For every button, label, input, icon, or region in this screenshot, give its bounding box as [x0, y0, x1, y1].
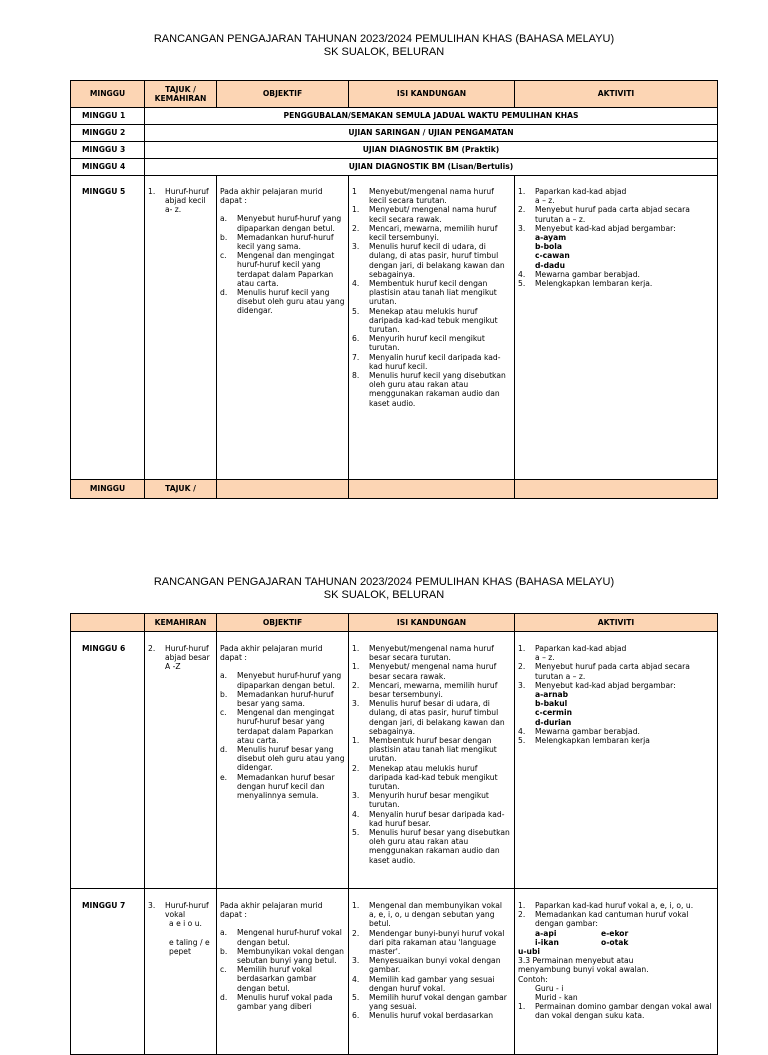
item-text: Menyebut kad-kad abjad bergambar: — [535, 223, 676, 233]
topic-cell — [145, 632, 217, 889]
list-item — [352, 307, 511, 335]
item-number: a. — [220, 671, 228, 681]
item-number: 7. — [352, 352, 360, 362]
item-text: Menulis huruf besar di udara, di dulang, di atas pasir, huruf timbul dengan jari, di belakang kawan dan sebagainya. — [369, 699, 505, 736]
topic-text: Huruf-huruf vokal — [165, 901, 209, 920]
week-label: MINGGU 6 — [71, 632, 145, 889]
row-text: UJIAN DIAGNOSTIK BM (Praktik) — [145, 142, 718, 159]
table-row — [71, 142, 718, 159]
table-header-row — [71, 614, 718, 632]
topic-text: Huruf-huruf abjad kecil a- z. — [165, 187, 209, 215]
topic-text: Huruf-huruf abjad besar A -Z — [165, 644, 210, 672]
list-item — [220, 928, 345, 946]
item-number — [518, 718, 535, 727]
list-item — [518, 261, 714, 270]
item-text: Melengkapkan lembaran kerja. — [535, 279, 653, 289]
item-number: b. — [220, 946, 228, 956]
list-item — [518, 205, 714, 223]
item-number — [518, 242, 535, 251]
list-item — [220, 233, 345, 251]
item-number — [518, 699, 535, 708]
item-number: d. — [220, 288, 228, 298]
item-number: 4. — [352, 809, 360, 819]
item-number: 2. — [352, 928, 360, 938]
header-isi: ISI KANDUNGAN — [349, 614, 515, 632]
title-line-2: SK SUALOK, BELURAN — [323, 45, 445, 58]
item-number: 1 — [352, 187, 357, 196]
activity-list — [518, 187, 714, 288]
item-number: 6. — [352, 334, 360, 344]
item-number — [518, 690, 535, 699]
item-number: 1. — [352, 205, 360, 215]
list-item — [220, 965, 345, 993]
list-item — [352, 736, 511, 764]
list-item — [220, 690, 345, 708]
list-item — [352, 810, 511, 828]
pair-left: i-ikan — [535, 937, 559, 947]
list-item — [220, 251, 345, 288]
list-item — [220, 214, 345, 232]
list-item — [518, 910, 714, 928]
list-item — [352, 224, 511, 242]
item-text: Menulis huruf kecil di udara, di dulang, di atas pasir, huruf timbul dengan jari, di belakang kawan dan sebagainya. — [369, 242, 505, 279]
item-number: 3. — [352, 956, 360, 966]
pair-right: o-otak — [601, 937, 629, 947]
item-text: c-cermin — [535, 708, 572, 718]
item-text: Menyebut/ mengenal nama huruf kecil secara rawak. — [369, 205, 497, 224]
content-cell — [349, 632, 515, 889]
objective-intro: Pada akhir pelajaran murid dapat : — [220, 644, 323, 663]
activity-cell — [515, 889, 718, 1055]
list-item — [352, 764, 511, 792]
header-tajuk: TAJUK / KEMAHIRAN — [145, 81, 217, 108]
topic-number: 2. — [148, 644, 156, 653]
list-item — [352, 242, 511, 279]
list-item — [352, 681, 511, 699]
table-row-week-7 — [71, 889, 718, 1055]
item-number: 4. — [518, 269, 526, 279]
list-item — [518, 662, 714, 680]
pair-right: e-ekor — [601, 928, 629, 938]
item-number: 1. — [352, 901, 360, 910]
activity-list — [518, 1002, 714, 1020]
item-text: Menyebut kad-kad abjad bergambar: — [535, 680, 676, 690]
item-number: 3. — [352, 791, 360, 801]
item-text: Memilih huruf vokal berdasarkan gambar dengan betul. — [237, 965, 317, 993]
item-number: 2. — [352, 223, 360, 233]
lesson-plan-table-2 — [70, 613, 718, 1055]
item-text: Menyebut/ mengenal nama huruf besar secara rawak. — [369, 662, 497, 681]
title-line-1: RANCANGAN PENGAJARAN TAHUNAN 2023/2024 PEMULIHAN KHAS (BAHASA MELAYU) — [153, 576, 615, 588]
list-item — [518, 736, 714, 745]
header-minggu: MINGGU — [71, 81, 145, 108]
content-cell — [349, 176, 515, 480]
item-number — [518, 708, 535, 717]
item-text: Menulis huruf vokal berdasarkan — [369, 1011, 494, 1021]
list-item — [220, 773, 345, 801]
item-text: b-bola — [535, 242, 562, 252]
objective-list — [220, 928, 345, 1011]
list-item — [518, 187, 714, 196]
content-cell — [349, 889, 515, 1055]
header-aktiviti: AKTIVITI — [515, 81, 718, 108]
list-item — [220, 288, 345, 316]
objective-cell — [217, 176, 349, 480]
pair-left: a-api — [535, 928, 557, 938]
list-item — [518, 196, 714, 205]
item-number: e. — [220, 772, 228, 782]
item-text: Menyebut huruf-huruf yang dipaparkan dengan betul. — [237, 214, 342, 233]
header-minggu — [71, 614, 145, 632]
topic-number: 1. — [148, 187, 156, 196]
item-text: Menulis huruf besar yang disebut oleh guru atau yang didengar. — [237, 745, 345, 773]
item-number: 5. — [518, 736, 526, 746]
objective-cell — [217, 632, 349, 889]
activity-cell — [515, 176, 718, 480]
activity-list — [518, 901, 714, 929]
item-text: Menyesuaikan bunyi vokal dengan gambar. — [369, 956, 501, 975]
page-title — [0, 33, 768, 58]
list-item — [518, 690, 714, 699]
list-item — [518, 279, 714, 288]
item-text: Mengenal dan membunyikan vokal a, e, i, o, u dengan sebutan yang betul. — [369, 901, 503, 929]
objective-list — [220, 214, 345, 315]
list-item — [352, 791, 511, 809]
row-text: UJIAN DIAGNOSTIK BM (Lisan/Bertulis) — [145, 159, 718, 176]
item-number: c. — [220, 251, 227, 261]
topic-number: 3. — [148, 901, 156, 910]
item-number: d. — [220, 992, 228, 1002]
item-text: Menekap atau melukis huruf daripada kad-kad tebuk mengikut turutan. — [369, 763, 498, 792]
item-text: Menyebut huruf-huruf yang dipaparkan dengan betul. — [237, 671, 342, 690]
item-text: Menyurih huruf kecil mengikut turutan. — [369, 334, 485, 353]
header-objektif: OBJEKTIF — [217, 614, 349, 632]
item-text: Menyalin huruf kecil daripada kad-kad huruf kecil. — [369, 352, 501, 371]
item-number: 6. — [352, 1011, 360, 1021]
pair-row — [535, 938, 714, 947]
item-number: 1. — [352, 662, 360, 672]
item-number: 5. — [352, 306, 360, 316]
list-item — [518, 718, 714, 727]
list-item — [352, 662, 511, 680]
item-number: 3. — [518, 680, 526, 690]
item-number: 5. — [352, 828, 360, 838]
list-item — [518, 270, 714, 279]
item-text: Mewarna gambar berabjad. — [535, 726, 640, 736]
item-text: Memadankan kad cantuman huruf vokal dengan gambar: — [535, 910, 689, 929]
table-row — [71, 108, 718, 125]
list-item — [352, 699, 511, 736]
guru-line: Guru - i — [535, 983, 564, 993]
row-text: UJIAN SARINGAN / UJIAN PENGAMATAN — [145, 125, 718, 142]
content-list — [352, 187, 511, 408]
item-number: 8. — [352, 371, 360, 381]
list-item — [220, 745, 345, 773]
header-kemahiran: KEMAHIRAN — [145, 614, 217, 632]
list-item — [352, 901, 511, 929]
item-text: Menyebut/mengenal nama huruf kecil secara turutan. — [369, 187, 494, 206]
table-footer-row — [71, 480, 718, 499]
item-text: Mengenal huruf-huruf vokal dengan betul. — [237, 928, 342, 947]
item-text: Mencari, mewarna, memilih huruf kecil tersembunyi. — [369, 223, 498, 243]
header-isi: ISI KANDUNGAN — [349, 81, 515, 108]
pair-row — [535, 929, 714, 938]
item-number: 5. — [518, 279, 526, 289]
list-item — [220, 708, 345, 745]
list-item — [518, 653, 714, 662]
list-item — [352, 353, 511, 371]
item-number: 4. — [518, 726, 526, 736]
item-number — [518, 653, 535, 662]
list-item — [352, 1011, 511, 1020]
table-row — [71, 159, 718, 176]
item-text: Menyebut huruf pada carta abjad secara turutan a – z. — [535, 662, 690, 681]
page-title — [0, 576, 768, 601]
title-line-1: RANCANGAN PENGAJARAN TAHUNAN 2023/2024 PEMULIHAN KHAS (BAHASA MELAYU) — [153, 33, 615, 45]
item-number: b. — [220, 232, 228, 242]
item-text: d-durian — [535, 717, 572, 727]
item-number: d. — [220, 745, 228, 755]
topic-cell — [145, 176, 217, 480]
item-text: Mencari, mewarna, memilih huruf besar tersembunyi. — [369, 680, 498, 700]
item-number: 2. — [518, 205, 526, 215]
item-number: 1. — [518, 901, 526, 910]
list-item — [518, 681, 714, 690]
list-item — [352, 644, 511, 662]
list-item — [518, 251, 714, 260]
table-row — [71, 125, 718, 142]
item-text: Menekap atau melukis huruf daripada kad-kad tebuk mengikut turutan. — [369, 306, 498, 335]
objective-list — [220, 671, 345, 800]
item-text: Memadankan huruf besar dengan huruf kecil dan menyalinnya semula. — [237, 772, 335, 801]
list-item — [352, 371, 511, 408]
item-number: b. — [220, 689, 228, 699]
item-text: b-bakul — [535, 699, 568, 709]
item-text: c-cawan — [535, 251, 570, 261]
item-number — [518, 196, 535, 205]
item-number: 1. — [518, 1002, 526, 1012]
item-text: Paparkan kad-kad huruf vokal a, e, i, o, u. — [535, 901, 694, 910]
item-text: d-dadu — [535, 260, 565, 270]
item-number — [518, 251, 535, 260]
item-text: a-ayam — [535, 233, 567, 243]
pair-list — [518, 929, 714, 947]
murid-line: Murid - kan — [535, 993, 578, 1003]
item-number: 1. — [352, 736, 360, 746]
list-item — [352, 205, 511, 223]
item-text: Paparkan kad-kad abjad — [535, 644, 627, 653]
list-item — [220, 947, 345, 965]
item-number: c. — [220, 965, 227, 975]
item-text: Memadankan huruf-huruf kecil yang sama. — [237, 232, 334, 252]
content-list — [352, 901, 511, 1021]
item-number: c. — [220, 708, 227, 718]
objective-cell — [217, 889, 349, 1055]
week-label: MINGGU 1 — [71, 108, 145, 125]
item-number: 2. — [352, 680, 360, 690]
list-item — [352, 828, 511, 865]
item-text: Mengenal dan mengingat huruf-huruf kecil yang terdapat dalam Paparkan atau carta. — [237, 251, 335, 288]
list-item — [220, 993, 345, 1011]
list-item — [352, 929, 511, 957]
item-text: Memilih huruf vokal dengan gambar yang sesuai. — [369, 993, 507, 1012]
item-number: 1. — [352, 644, 360, 653]
item-number: 1. — [518, 644, 526, 653]
list-item — [518, 699, 714, 708]
header-objektif: OBJEKTIF — [217, 81, 349, 108]
objective-intro: Pada akhir pelajaran murid dapat : — [220, 187, 323, 206]
item-text: Menyalin huruf besar daripada kad-kad huruf besar. — [369, 809, 505, 828]
table-header-row — [71, 81, 718, 108]
item-text: Menulis huruf besar yang disebutkan oleh guru atau rakan atau menggunakan rakaman audio dan kaset audio. — [369, 828, 510, 865]
list-item — [518, 233, 714, 242]
week-label: MINGGU 3 — [71, 142, 145, 159]
list-item — [220, 671, 345, 689]
content-list — [352, 644, 511, 865]
week-label: MINGGU 7 — [71, 889, 145, 1055]
item-number: 2. — [518, 662, 526, 672]
list-item — [518, 224, 714, 233]
footer-tajuk: TAJUK / — [145, 480, 217, 499]
item-text: Membunyikan vokal dengan sebutan bunyi yang betul. — [237, 946, 344, 966]
item-text: Permainan domino gambar dengan vokal awal dan vokal dengan suku kata. — [535, 1002, 712, 1021]
footer-minggu: MINGGU — [71, 480, 145, 499]
item-text: Paparkan kad-kad abjad — [535, 187, 627, 196]
item-text: Menyurih huruf besar mengikut turutan. — [369, 791, 489, 810]
header-aktiviti: AKTIVITI — [515, 614, 718, 632]
item-text: Memadankan huruf-huruf besar yang sama. — [237, 689, 334, 709]
item-text: Membentuk huruf kecil dengan plastisin atau tanah liat mengikut urutan. — [369, 279, 497, 307]
table-row-week-6 — [71, 632, 718, 889]
week-label: MINGGU 5 — [71, 176, 145, 480]
list-item — [352, 956, 511, 974]
activity-list — [518, 644, 714, 745]
list-item — [518, 727, 714, 736]
item-text: Mendengar bunyi-bunyi huruf vokal dari pita rakaman atau 'language master'. — [369, 928, 505, 957]
list-item — [518, 901, 714, 910]
item-text: a – z. — [535, 196, 555, 206]
item-text: a – z. — [535, 653, 555, 663]
item-number — [518, 261, 535, 270]
week-label: MINGGU 4 — [71, 159, 145, 176]
item-text: Menyebut/mengenal nama huruf besar secara turutan. — [369, 644, 494, 663]
topic-sub-2: e taling / e pepet — [169, 937, 210, 956]
single-item: u-ubi — [518, 947, 541, 957]
item-number: 2. — [518, 910, 526, 920]
list-item — [518, 1002, 714, 1020]
item-number: 2. — [352, 763, 360, 773]
item-number: 3. — [518, 223, 526, 233]
item-number: a. — [220, 214, 228, 224]
list-item — [352, 334, 511, 352]
list-item — [352, 187, 511, 205]
objective-intro: Pada akhir pelajaran murid dapat : — [220, 901, 323, 920]
activity-3-3: 3.3 Permainan menyebut atau menyambung bunyi vokal awalan. Contoh: — [518, 956, 649, 984]
table-row-week-5 — [71, 176, 718, 480]
item-text: Melengkapkan lembaran kerja — [535, 736, 650, 746]
item-text: Mewarna gambar berabjad. — [535, 269, 640, 279]
item-text: Menyebut huruf pada carta abjad secara turutan a – z. — [535, 205, 690, 224]
activity-cell — [515, 632, 718, 889]
item-number: 4. — [352, 974, 360, 984]
item-text: Menulis huruf kecil yang disebutkan oleh guru atau rakan atau menggunakan rakaman audio dan kaset audio. — [369, 371, 506, 408]
topic-cell — [145, 889, 217, 1055]
item-text: Memilih kad gambar yang sesuai dengan huruf vokal. — [369, 974, 495, 993]
item-text: Mengenal dan mengingat huruf-huruf besar yang terdapat dalam Paparkan atau carta. — [237, 708, 335, 745]
item-number — [518, 233, 535, 242]
item-text: Membentuk huruf besar dengan plastisin atau tanah liat mengikut urutan. — [369, 736, 497, 764]
item-text: a-arnab — [535, 690, 569, 700]
list-item — [352, 975, 511, 993]
list-item — [352, 279, 511, 307]
item-number: 1. — [518, 187, 526, 196]
item-number: 3. — [352, 699, 360, 709]
week-label: MINGGU 2 — [71, 125, 145, 142]
item-number: a. — [220, 928, 228, 938]
list-item — [352, 993, 511, 1011]
row-text: PENGGUBALAN/SEMAKAN SEMULA JADUAL WAKTU PEMULIHAN KHAS — [145, 108, 718, 125]
list-item — [518, 242, 714, 251]
item-number: 3. — [352, 242, 360, 252]
item-text: Menulis huruf vokal pada gambar yang diberi — [237, 992, 333, 1012]
lesson-plan-table-1 — [70, 80, 718, 499]
item-text: Menulis huruf kecil yang disebut oleh guru atau yang didengar. — [237, 288, 345, 316]
list-item — [518, 708, 714, 717]
item-number: 5. — [352, 993, 360, 1003]
item-number: 4. — [352, 279, 360, 289]
title-line-2: SK SUALOK, BELURAN — [323, 588, 445, 601]
topic-sub-1: a e i o u. — [169, 919, 202, 929]
list-item — [518, 644, 714, 653]
